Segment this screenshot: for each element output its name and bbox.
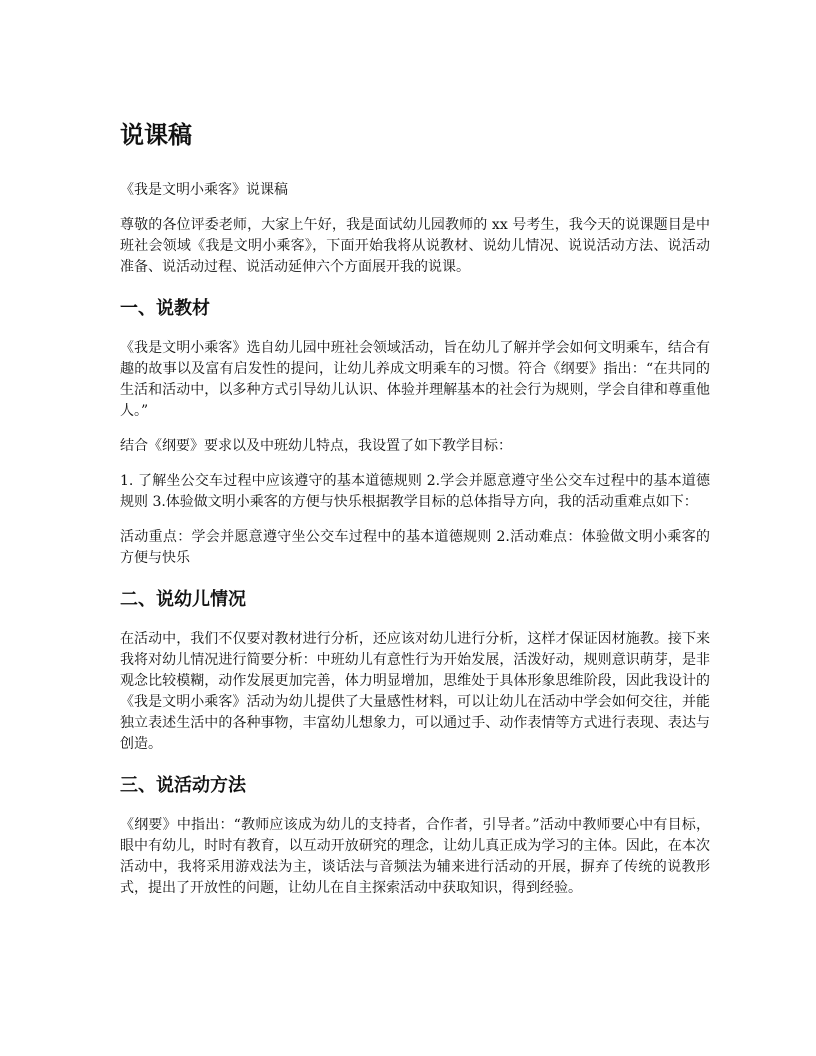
subtitle-paragraph: 《我是文明小乘客》说课稿 — [120, 182, 288, 198]
section-activity-method — [120, 773, 710, 899]
section-paragraph: 结合《纲要》要求以及中班幼儿特点，我设置了如下教学目标： — [120, 438, 512, 454]
section-paragraph: 《纲要》中指出：“教师应该成为幼儿的支持者，合作者，引导者。”活动中教师要心中有目标，眼中有幼儿，时时有教育，以互动开放研究的理念，让幼儿真正成为学习的主体。因此，在本次活动中，我将采用游戏法为主，谈话法与音频法为辅来进行活动的开展，摒弃了传统的说教形式，提出了开放性的问题，让幼儿在自主探索活动中获取知识，得到经验。 — [120, 817, 710, 896]
section-paragraph: 活动重点：学会并愿意遵守坐公交车过程中的基本道德规则 2.活动难点：体验做文明小乘客的方便与快乐 — [120, 529, 710, 566]
section-heading: 二、说幼儿情况 — [120, 589, 246, 610]
section-paragraph: 《我是文明小乘客》选自幼儿园中班社会领域活动，旨在幼儿了解并学会如何文明乘车，结合有趣的故事以及富有启发性的提问，让幼儿养成文明乘车的习惯。符合《纲要》指出：“在共同的生活和活动中，以多种方式引导幼儿认识、体验并理解基本的社会行为规则，学会自律和尊重他人。” — [120, 340, 710, 419]
page-title: 说课稿 — [120, 121, 192, 149]
section-paragraph: 在活动中，我们不仅要对教材进行分析，还应该对幼儿进行分析，这样才保证因材施教。接下来我将对幼儿情况进行简要分析：中班幼儿有意性行为开始发展，活泼好动，规则意识萌芽，是非观念比较模糊，动作发展更加完善，体力明显增加，思维处于具体形象思维阶段，因此我设计的《我是文明小乘客》活动为幼儿提供了大量感性材料，可以让幼儿在活动中学会如何交往，并能独立表述生活中的各种事物，丰富幼儿想象力，可以通过手、动作表情等方式进行表现、表达与创造。 — [120, 631, 710, 752]
section-children-situation — [120, 587, 710, 755]
section-paragraph: 1. 了解坐公交车过程中应该遵守的基本道德规则 2.学会并愿意遵守坐公交车过程中的基本道德规则 3.体验做文明小乘客的方便与快乐根据教学目标的总体指导方向，我的活动重难点如下： — [120, 473, 710, 510]
section-heading: 三、说活动方法 — [120, 775, 246, 796]
section-heading: 一、说教材 — [120, 298, 210, 319]
document-body — [120, 118, 710, 913]
section-teaching-material — [120, 296, 710, 569]
intro-paragraph: 尊敬的各位评委老师，大家上午好，我是面试幼儿园教师的 xx 号考生，我今天的说课题目是中班社会领域《我是文明小乘客》，下面开始我将从说教材、说幼儿情况、说说活动方法、说活动准备、说活动过程、说活动延伸六个方面展开我的说课。 — [120, 217, 710, 275]
